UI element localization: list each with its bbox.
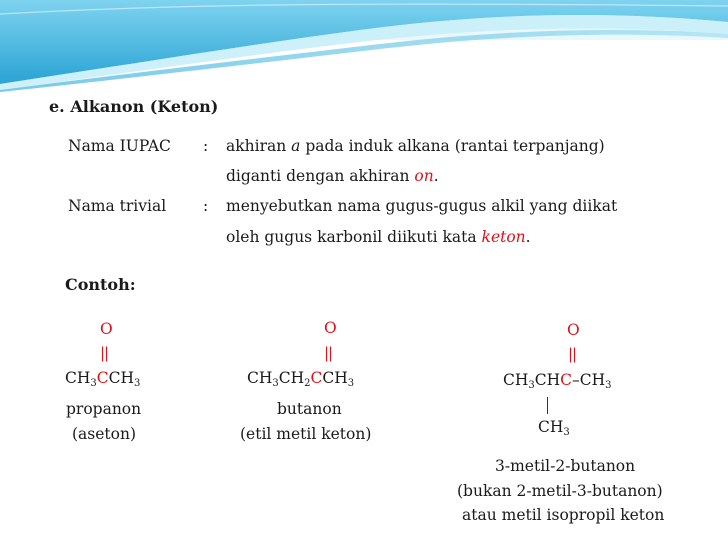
section-title: e. Alkanon (Keton) — [49, 97, 219, 116]
rule-text-trivial-1: menyebutkan nama gugus-gugus alkil yang diikat — [226, 197, 618, 215]
ex3-branch: $CH_3$ — [538, 418, 570, 438]
ex1-alt-name: (aseton) — [72, 425, 137, 443]
ex1-name: propanon — [66, 400, 142, 418]
ex3-double-bond: || — [568, 345, 577, 363]
word-keton: keton — [481, 228, 526, 246]
ex1-oxygen: O — [100, 320, 113, 338]
rule-label-iupac: Nama IUPAC — [68, 137, 171, 155]
ex3-branch-bond — [547, 397, 548, 414]
suffix-on: on — [414, 167, 434, 185]
rule-text-iupac-1: akhiran a pada induk alkana (rantai terpanjang) — [226, 137, 605, 155]
rule-text-iupac-2: diganti dengan akhiran on. — [226, 167, 439, 185]
ex3-alt-name-2: atau metil isopropil keton — [462, 506, 665, 524]
rule-colon: : — [203, 197, 209, 215]
ex2-name: butanon — [277, 400, 342, 418]
ex3-alt-name: (bukan 2-metil-3-butanon) — [457, 482, 663, 500]
ex2-formula: $CH_3CH_2CCH_3$ — [247, 369, 355, 389]
rule-colon: : — [203, 137, 209, 155]
ex2-oxygen: O — [324, 319, 337, 337]
ex3-oxygen: O — [567, 321, 580, 339]
rule-label-trivial: Nama trivial — [68, 197, 167, 215]
ex2-double-bond: || — [324, 344, 333, 362]
rule-text-trivial-2: oleh gugus karbonil diikuti kata keton. — [226, 228, 531, 246]
header-banner — [0, 0, 728, 92]
ex3-name: 3-metil-2-butanon — [495, 457, 636, 475]
suffix-a: a — [291, 137, 301, 155]
ex3-formula: $CH_3CHC-CH_3$ — [503, 371, 612, 391]
ex1-formula: $CH_3CCH_3$ — [65, 369, 141, 389]
ex1-double-bond: || — [100, 344, 109, 362]
examples-label: Contoh: — [65, 275, 136, 294]
ex2-alt-name: (etil metil keton) — [240, 425, 372, 443]
